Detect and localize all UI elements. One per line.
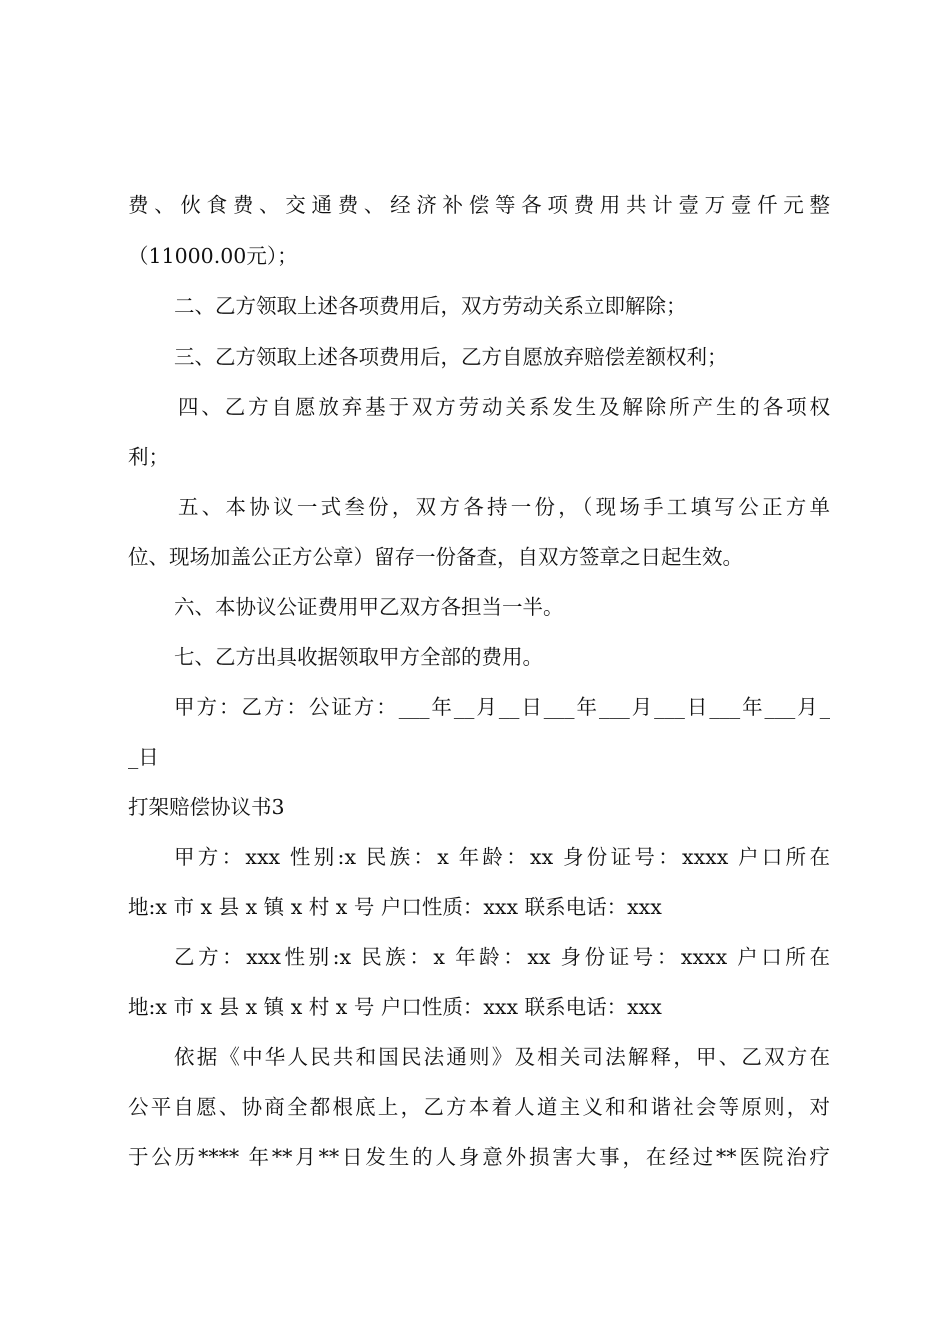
clause-5: 五、本协议一式叁份，双方各持一份，（现场手工填写公正方单 bbox=[178, 495, 830, 519]
paragraph-line: 于公历**** 年**月**日发生的人身意外损害大事，在经过**医院治疗 bbox=[128, 1145, 830, 1169]
text-line: 费、伙食费、交通费、经济补偿等各项费用共计壹万壹仟元整 bbox=[128, 193, 830, 217]
text-line: 利； bbox=[128, 445, 169, 469]
signature-line: 甲方：乙方：公证方：___年__月__日___年___月___日___年___月_ bbox=[174, 695, 830, 719]
paragraph-line: 依据《中华人民共和国民法通则》及相关司法解释，甲、乙双方在 bbox=[174, 1045, 830, 1069]
clause-2: 二、乙方领取上述各项费用后，双方劳动关系立即解除； bbox=[174, 294, 687, 318]
party-b-info-cont: 地:x 市 x 县 x 镇 x 村 x 号 户口性质：xxx 联系电话：xxx bbox=[128, 995, 662, 1019]
party-a-info-cont: 地:x 市 x 县 x 镇 x 村 x 号 户口性质：xxx 联系电话：xxx bbox=[128, 895, 662, 919]
text-line: （11000.00元）； bbox=[128, 244, 298, 268]
text-line: 位、现场加盖公正方公章）留存一份备查，自双方签章之日起生效。 bbox=[128, 545, 743, 569]
clause-4: 四、乙方自愿放弃基于双方劳动关系发生及解除所产生的各项权 bbox=[178, 395, 830, 419]
signature-line-cont: _日 bbox=[128, 745, 159, 769]
party-b-info: 乙方：xxx性别:x 民族：x 年龄：xx 身份证号：xxxx 户口所在 bbox=[174, 945, 830, 969]
clause-3: 三、乙方领取上述各项费用后，乙方自愿放弃赔偿差额权利； bbox=[174, 345, 728, 369]
party-a-info: 甲方：xxx 性别:x 民族：x 年龄：xx 身份证号：xxxx 户口所在 bbox=[174, 845, 830, 869]
section-heading: 打架赔偿协议书3 bbox=[128, 795, 285, 819]
clause-6: 六、本协议公证费用甲乙双方各担当一半。 bbox=[174, 595, 564, 619]
paragraph-line: 公平自愿、协商全都根底上，乙方本着人道主义和和谐社会等原则，对 bbox=[128, 1095, 830, 1119]
clause-7: 七、乙方出具收据领取甲方全部的费用。 bbox=[174, 645, 543, 669]
